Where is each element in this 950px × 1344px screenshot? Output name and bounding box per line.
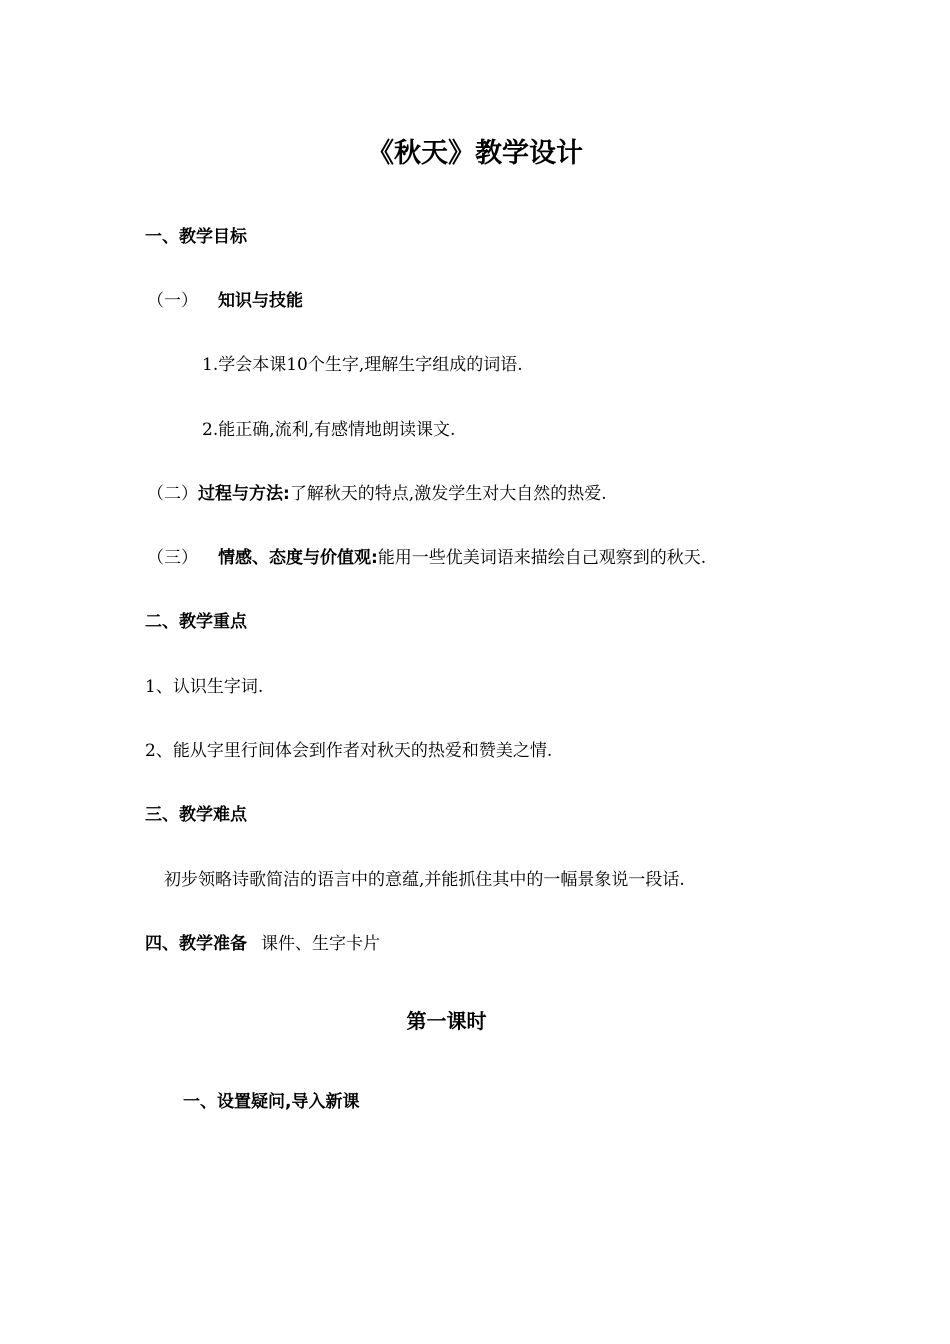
subsection-text: 了解秋天的特点,激发学生对大自然的热爱. — [289, 484, 607, 504]
lesson-step-heading: 一、设置疑问,导入新课 — [183, 1092, 360, 1112]
subsection-process — [147, 482, 607, 506]
lesson-title: 第一课时 — [406, 1009, 487, 1033]
subsection-text: 能用一些优美词语来描绘自己观察到的秋天. — [377, 548, 707, 568]
subsection-heading: 知识与技能 — [218, 291, 303, 311]
subsection-label: （二） — [147, 484, 198, 504]
section-heading-key-points: 二、教学重点 — [145, 612, 247, 632]
subsection-label: （一） — [147, 291, 198, 311]
section-heading-objectives: 一、教学目标 — [145, 227, 247, 247]
subsection-label: （三） — [147, 548, 198, 568]
list-item: 2、能从字里行间体会到作者对秋天的热爱和赞美之情. — [145, 741, 553, 761]
section-heading-difficulties: 三、教学难点 — [145, 805, 247, 825]
section-preparation — [145, 932, 380, 956]
subsection-attitude — [147, 546, 706, 570]
difficulty-text: 初步领略诗歌简洁的语言中的意蕴,并能抓住其中的一幅景象说一段话. — [164, 870, 685, 890]
list-item: 1、认识生字词. — [145, 677, 264, 697]
section-heading-preparation: 四、教学准备 — [145, 934, 247, 954]
list-item: 2.能正确,流利,有感情地朗读课文. — [202, 420, 456, 440]
document-title: 《秋天》教学设计 — [367, 138, 583, 169]
subsection-heading: 情感、态度与价值观: — [218, 548, 378, 568]
subsection-heading: 过程与方法: — [198, 484, 290, 504]
subsection-knowledge — [147, 289, 303, 313]
list-item: 1.学会本课10个生字,理解生字组成的词语. — [202, 355, 523, 375]
preparation-text: 课件、生字卡片 — [261, 934, 380, 954]
